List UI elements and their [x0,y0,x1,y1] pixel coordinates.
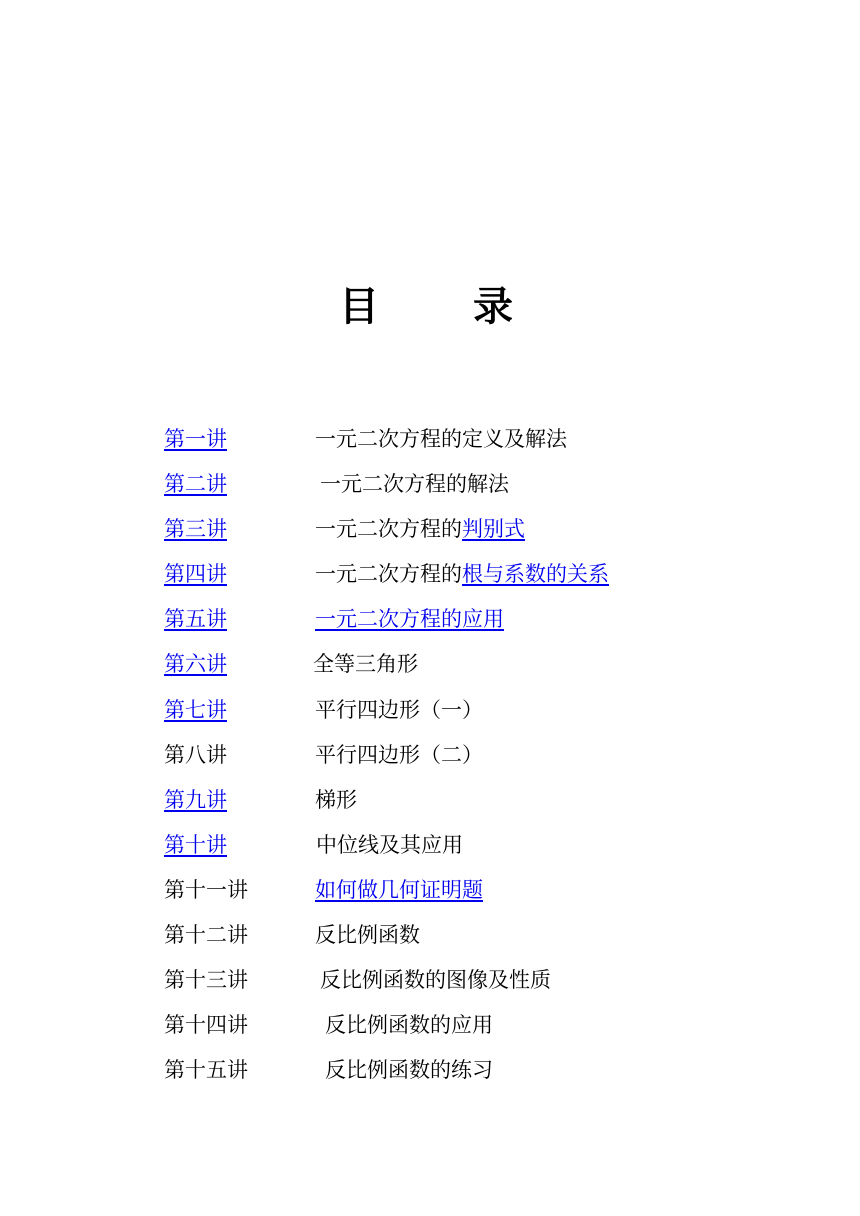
toc-label-lecture-11: 第十一讲 [164,877,248,902]
toc-entry-15 [164,1051,784,1096]
toc-entry-11 [164,871,784,916]
toc-entry-12 [164,916,784,961]
toc-entry-3 [164,510,784,555]
toc-entry-1 [164,420,784,465]
toc-entry-9 [164,781,784,826]
toc-entry-8 [164,736,784,781]
toc-entry-2 [164,465,784,510]
toc-title-lecture-7: 平行四边形（一） [315,697,483,722]
toc-link-lecture-5-title[interactable]: 一元二次方程的应用 [315,607,504,632]
toc-entry-14 [164,1006,784,1051]
toc-link-lecture-3[interactable]: 第三讲 [164,517,227,542]
toc-entry-13 [164,961,784,1006]
toc-title-lecture-2: 一元二次方程的解法 [320,472,509,497]
toc-link-lecture-4[interactable]: 第四讲 [164,562,227,587]
toc-title-lecture-4-text: 一元二次方程的 [315,562,462,587]
toc-label-lecture-15: 第十五讲 [164,1058,248,1083]
toc-title-lecture-8: 平行四边形（二） [315,742,483,767]
toc-title-lecture-1: 一元二次方程的定义及解法 [315,427,567,451]
toc-title-lecture-15: 反比例函数的练习 [325,1058,493,1083]
toc-label-lecture-8: 第八讲 [164,742,227,767]
toc-title-lecture-3 [315,510,525,548]
toc-entry-10 [164,826,784,871]
toc-title-lecture-12: 反比例函数 [315,923,420,948]
toc-title-lecture-6: 全等三角形 [313,652,418,677]
toc-link-lecture-9[interactable]: 第九讲 [164,787,227,812]
toc-link-lecture-10[interactable]: 第十讲 [164,832,227,857]
toc-title-lecture-3-text: 一元二次方程的 [315,517,462,542]
toc-entry-5 [164,600,784,645]
toc-link-discriminant[interactable]: 判别式 [462,517,525,542]
page-title: 目 录 [339,284,553,330]
toc-title-lecture-10: 中位线及其应用 [316,832,463,857]
toc-link-lecture-1[interactable]: 第一讲 [164,427,227,451]
toc-label-lecture-12: 第十二讲 [164,923,248,948]
toc-title-lecture-9: 梯形 [315,787,357,812]
toc-link-lecture-11-title[interactable]: 如何做几何证明题 [315,877,483,902]
toc-title-lecture-13: 反比例函数的图像及性质 [320,968,551,993]
toc-entry-4 [164,555,784,600]
toc-link-roots-coefficients[interactable]: 根与系数的关系 [462,562,609,587]
toc-entry-6 [164,645,784,690]
toc-entry-7 [164,691,784,736]
toc-link-lecture-6[interactable]: 第六讲 [164,652,227,677]
toc-label-lecture-14: 第十四讲 [164,1013,248,1038]
toc-link-lecture-5[interactable]: 第五讲 [164,607,227,632]
toc-label-lecture-13: 第十三讲 [164,968,248,993]
toc-title-lecture-14: 反比例函数的应用 [325,1013,493,1038]
toc-link-lecture-2[interactable]: 第二讲 [164,472,227,497]
toc-link-lecture-7[interactable]: 第七讲 [164,697,227,722]
table-of-contents [164,420,784,1096]
toc-title-lecture-4 [315,555,609,593]
